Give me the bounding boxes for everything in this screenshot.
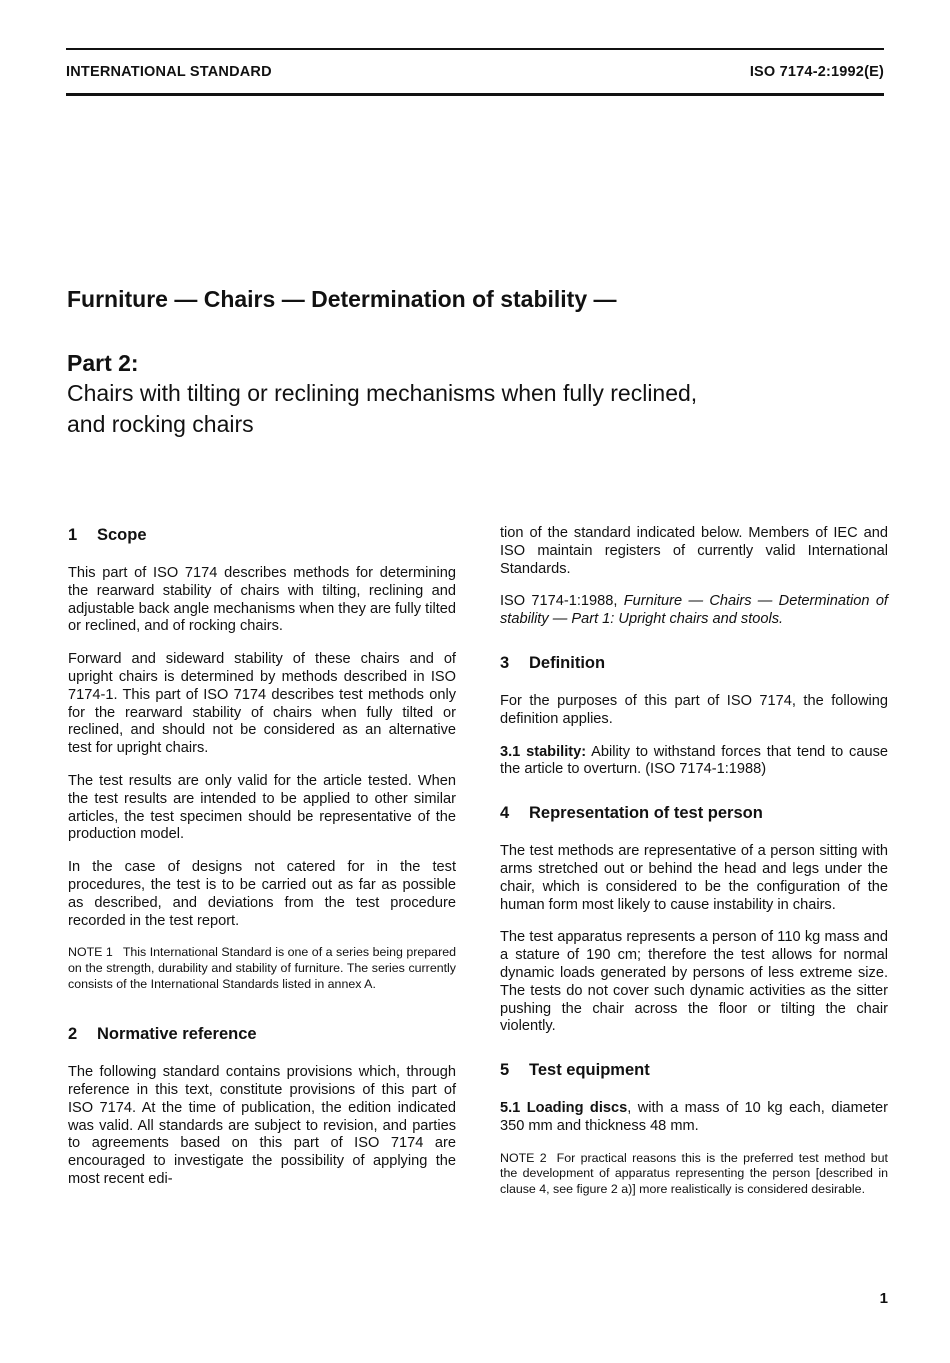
section-title: Definition (529, 653, 606, 672)
section-heading-equipment (500, 1060, 888, 1080)
definition-item (500, 744, 888, 780)
scope-paragraph-3: The test results are only valid for the article tested. When the test results are intended to be applied to other similar articles, the test specimen should be representative of the production model. (68, 772, 456, 843)
section-number: 5 (500, 1061, 510, 1080)
section-number: 1 (68, 526, 78, 544)
left-column (68, 525, 456, 1204)
section-heading-scope (68, 525, 456, 545)
note-2 (500, 1151, 888, 1198)
section-number: 3 (500, 653, 510, 672)
note-text: This International Standard is one of a series being prepared on the strength, durability and stability of furniture. The series currently consists of the International Standards listed in annex A. (68, 945, 456, 991)
document-subtitle (67, 378, 867, 440)
section-title: Representation of test person (529, 804, 763, 823)
normative-reference-entry (500, 593, 888, 629)
header-rule-bottom (66, 93, 884, 96)
subtitle-line-1: Chairs with tilting or reclining mechanisms when fully reclined, (67, 380, 698, 406)
scope-paragraph-1: This part of ISO 7174 describes methods for determining the rearward stability of chairs with tilting, reclining and adjustable back angle mechanisms when they are fully tilted or reclined, and of rocking chairs. (68, 565, 456, 635)
item-term: stability: (526, 743, 587, 760)
equipment-item (500, 1100, 888, 1136)
document-title: Furniture — Chairs — Determination of stability — (67, 286, 617, 312)
item-text: Ability to withstand forces that tend to cause the article to overturn. (ISO 7174-1:1988) (500, 743, 888, 778)
section-number: 2 (68, 1025, 78, 1044)
reference-code: ISO 7174-1:1988, (500, 593, 618, 610)
normative-paragraph-1-continued: tion of the standard indicated below. Members of IEC and ISO maintain registers of currently valid International Standards. (500, 525, 888, 577)
note-label: NOTE 2 (500, 1150, 547, 1165)
section-title: Normative reference (97, 1025, 257, 1044)
section-number: 4 (500, 804, 510, 823)
right-column (500, 525, 888, 1213)
header-standard-id: ISO 7174-2:1992(E) (749, 64, 884, 80)
definition-paragraph-1: For the purposes of this part of ISO 7174, the following definition applies. (500, 692, 888, 727)
representation-paragraph-2: The test apparatus represents a person of 110 kg mass and a stature of 190 cm; therefore the test allows for normal dynamic loads generated by persons of less extreme size. The tests do not cover such dynamic activities as the sitter pushing the chair across the floor or tilting the chair violently. (500, 929, 888, 1035)
note-label: NOTE 1 (68, 945, 113, 960)
item-text: , with a mass of 10 kg each, diameter 350 mm and thickness 48 mm. (500, 1100, 888, 1134)
item-number: 5.1 (500, 1100, 521, 1117)
reference-title: Furniture — Chairs — Determination of stability — Part 1: Upright chairs and stools. (500, 593, 888, 628)
scope-paragraph-2: Forward and sideward stability of these chairs and of upright chairs is determined by methods described in ISO 7174-1. This part of ISO 7174 describes test methods only for the rearward stability of chairs when fully tilted or reclined, and should not be considered as an alternative test for upright chairs. (68, 651, 456, 757)
normative-paragraph-1: The following standard contains provisions which, through reference in this text, constitute provisions of this part of ISO 7174. At the time of publication, the edition indicated was valid. All standards are subject to revision, and parties to agreements based on this part of ISO 7174 are encouraged to investigate the possibility of applying the most recent edi- (68, 1064, 456, 1187)
representation-paragraph-1: The test methods are representative of a person sitting with arms stretched out or behind the head and legs under the chair, which is considered to be the configuration of the human form most likely to cause instability in chairs. (500, 843, 888, 913)
page-number: 1 (879, 1290, 888, 1307)
subtitle-line-2: and rocking chairs (67, 411, 254, 437)
note-1 (68, 945, 456, 992)
part-label: Part 2: (67, 350, 139, 376)
scope-paragraph-4: In the case of designs not catered for in the test procedures, the test is to be carried out as far as possible as described, and deviations from the test procedure recorded in the test report. (68, 859, 456, 929)
item-term: Loading discs (526, 1100, 628, 1117)
section-heading-representation (500, 803, 888, 823)
section-heading-normative (68, 1024, 456, 1044)
section-title: Scope (97, 526, 147, 544)
header-rule-top (66, 48, 884, 50)
section-heading-definition (500, 653, 888, 673)
section-title: Test equipment (529, 1061, 650, 1080)
item-number: 3.1 (500, 743, 521, 760)
header-standard-type: INTERNATIONAL STANDARD (66, 64, 272, 80)
note-text: For practical reasons this is the preferred test method but the development of apparatus representing the person [described in clause 4, see figure 2 a)] more realistically is considered desirable. (500, 1150, 888, 1196)
